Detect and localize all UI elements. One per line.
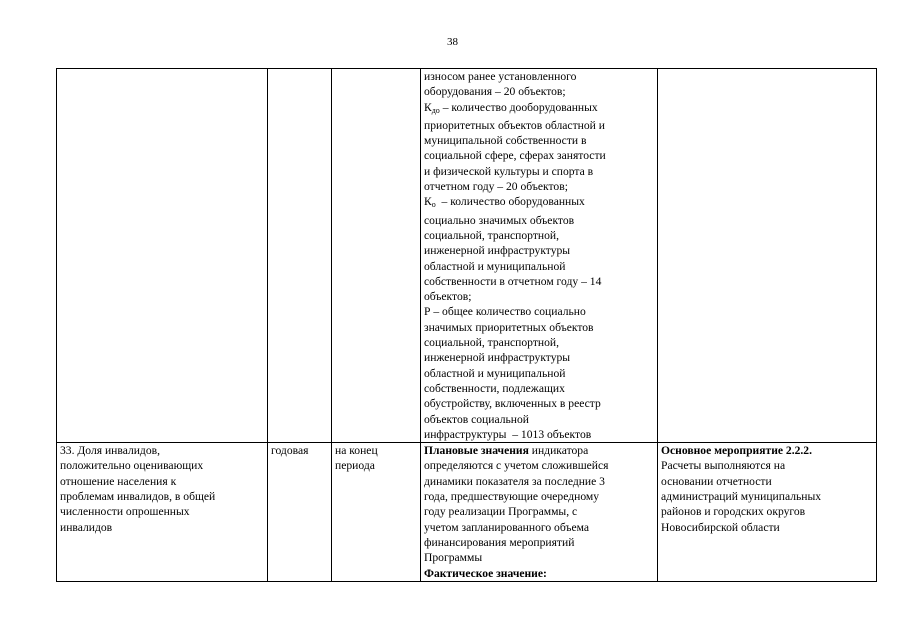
text-line: основании отчетности	[661, 474, 772, 488]
formula-k-do	[424, 100, 654, 118]
text-line: социально значимых объектов	[424, 213, 575, 227]
text-line: приоритетных объектов областной и	[424, 118, 605, 132]
source-cell-empty	[658, 69, 877, 443]
text-line: областной и муниципальной	[424, 259, 566, 273]
formula-subscript: о	[431, 200, 436, 210]
text-line: динамики показателя за последние 3	[424, 474, 605, 488]
text-line: оборудования – 20 объектов;	[424, 85, 566, 99]
text-line: и физической культуры и спорта в	[424, 164, 594, 178]
periodicity-value: годовая	[271, 444, 309, 458]
text-line: Расчеты выполняются на	[661, 459, 786, 473]
text-line: социальной сфере, сферах занятости	[424, 149, 606, 163]
text-line: муниципальной собственности в	[424, 134, 587, 148]
table-row-33	[57, 443, 877, 582]
text-line: инвалидов	[60, 520, 113, 534]
text-line: объектов социальной	[424, 412, 529, 426]
text-line: положительно оценивающих	[60, 459, 204, 473]
text-line: году реализации Программы, с	[424, 505, 578, 519]
text-line: проблемам инвалидов, в общей	[60, 490, 216, 504]
text-line: Р – общее количество социально	[424, 305, 586, 319]
timing-cell	[332, 443, 421, 582]
text-line: на конец	[335, 444, 378, 458]
formula-letter: К	[424, 100, 432, 114]
text-line: учетом запланированного объема	[424, 520, 589, 534]
text-line: социальной, транспортной,	[424, 336, 559, 350]
text-line: инженерной инфраструктуры	[424, 244, 571, 258]
indicator-table	[56, 68, 877, 582]
source-heading: Основное мероприятие 2.2.2.	[661, 444, 813, 458]
method-cell	[421, 443, 658, 582]
table-row-continuation	[57, 69, 877, 443]
method-heading: Плановые значения	[424, 444, 529, 458]
text-line: собственности, подлежащих	[424, 381, 565, 395]
formula-letter: К	[424, 195, 432, 209]
page-number: 38	[447, 36, 458, 48]
actual-value-heading: Фактическое значение:	[424, 566, 547, 580]
method-cell-continuation	[421, 69, 658, 443]
text-line: численности опрошенных	[60, 505, 190, 519]
periodicity-cell-empty	[268, 69, 332, 443]
text-line: инженерной инфраструктуры	[424, 351, 571, 365]
text-line: значимых приоритетных объектов	[424, 320, 594, 334]
source-cell	[658, 443, 877, 582]
text-line: районов и городских округов	[661, 505, 806, 519]
text-line: инфраструктуры – 1013 объектов	[424, 427, 592, 441]
formula-subscript: до	[431, 105, 440, 115]
indicator-cell	[57, 443, 268, 582]
formula-k-o	[424, 194, 654, 212]
text-line: определяются с учетом сложившейся	[424, 459, 609, 473]
text-line: администраций муниципальных	[661, 490, 822, 504]
text-line: финансирования мероприятий	[424, 535, 575, 549]
indicator-cell-empty	[57, 69, 268, 443]
text-line: износом ранее установленного	[424, 70, 577, 83]
text-line: 33. Доля инвалидов,	[60, 444, 160, 458]
text-line: областной и муниципальной	[424, 366, 566, 380]
text-line: периода	[335, 459, 375, 473]
text-line: обустройству, включенных в реестр	[424, 397, 601, 411]
text-line: индикатора	[528, 444, 589, 458]
text-line: социальной, транспортной,	[424, 228, 559, 242]
text-line: Программы	[424, 551, 483, 565]
text-line: отношение населения к	[60, 474, 177, 488]
text-line: Новосибирской области	[661, 520, 780, 534]
text-line: отчетном году – 20 объектов;	[424, 180, 568, 194]
text-line: – количество дооборудованных	[439, 100, 598, 114]
text-line: – количество оборудованных	[435, 195, 585, 209]
text-line: собственности в отчетном году – 14	[424, 274, 602, 288]
periodicity-cell	[268, 443, 332, 582]
text-line: объектов;	[424, 290, 472, 304]
method-first-line	[424, 443, 654, 458]
timing-cell-empty	[332, 69, 421, 443]
text-line: года, предшествующие очередному	[424, 490, 600, 504]
